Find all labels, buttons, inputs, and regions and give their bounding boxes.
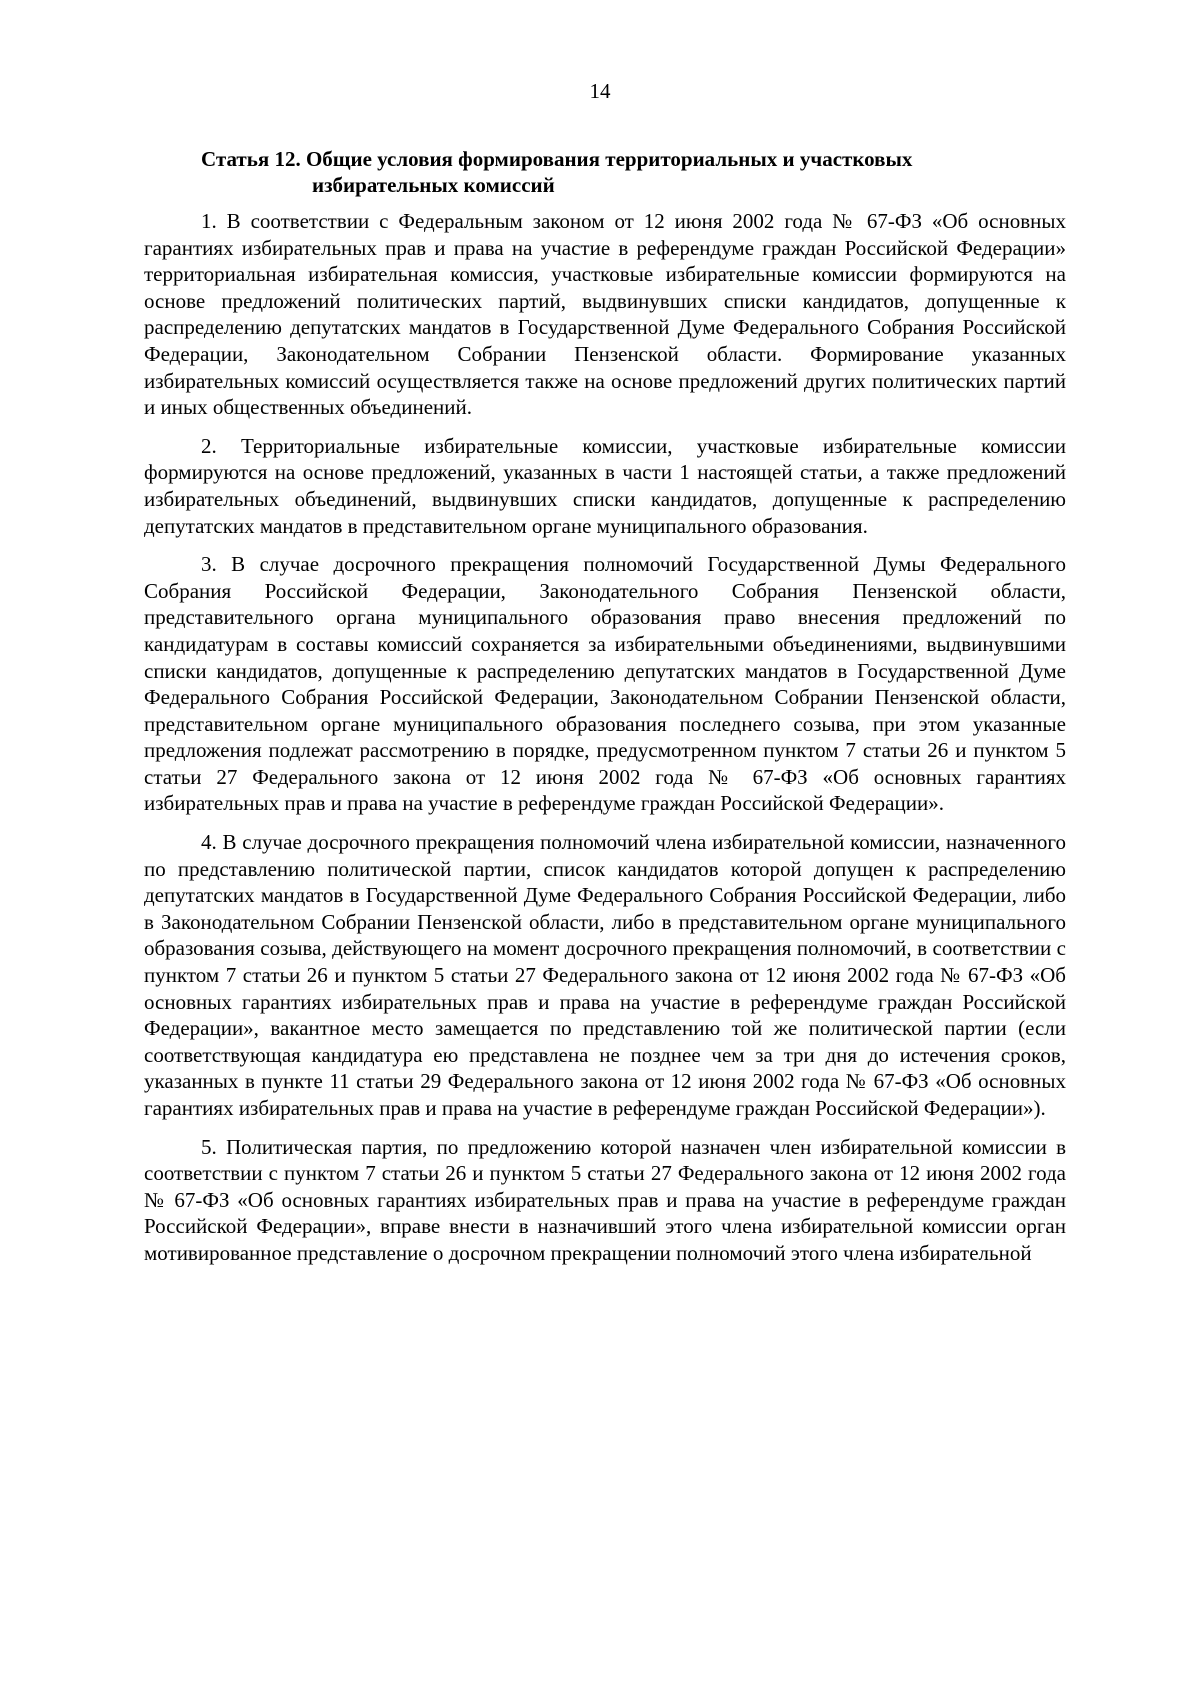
paragraph-2: 2. Территориальные избирательные комиссии, участковые избирательные комиссии формируются на основе предложений, указанных в части 1 настоящей статьи, а также предложений избирательных объединений, выдвинувших списки кандидатов, допущенные к распределению депутатских мандатов в представительном органе муниципального образования. <box>144 433 1066 538</box>
paragraph-4: 4. В случае досрочного прекращения полномочий члена избирательной комиссии, назначенного по представлению политической партии, список кандидатов которой допущен к распределению депутатских мандатов в Государственной Думе Федерального Собрания Российской Федерации, либо в Законодательном Собрании Пензенской области, либо в представительном органе муниципального образования созыва, действующего на момент досрочного прекращения полномочий, в соответствии с пунктом 7 статьи 26 и пунктом 5 статьи 27 Федерального закона от 12 июня 2002 года № 67-ФЗ «Об основных гарантиях избирательных прав и права на участие в референдуме граждан Российской Федерации», вакантное место замещается по представлению той же политической партии (если соответствующая кандидатура ею представлена не позднее чем за три дня до истечения сроков, указанных в пункте 11 статьи 29 Федерального закона от 12 июня 2002 года № 67-ФЗ «Об основных гарантиях избирательных прав и права на участие в референдуме граждан Российской Федерации»). <box>144 830 1066 1120</box>
document-body <box>144 146 1066 1279</box>
paragraph-1: 1. В соответствии с Федеральным законом от 12 июня 2002 года № 67-ФЗ «Об основных гарантиях избирательных прав и права на участие в референдуме граждан Российской Федерации» территориальная избирательная комиссия, участковые избирательные комиссии формируются на основе предложений политических партий, выдвинувших списки кандидатов, допущенные к распределению депутатских мандатов в Государственной Думе Федерального Собрания Российской Федерации, Законодательном Собрании Пензенской области. Формирование указанных избирательных комиссий осуществляется также на основе предложений других политических партий и иных общественных объединений. <box>144 209 1066 420</box>
article-title <box>144 146 1066 198</box>
page-number: 14 <box>589 79 611 103</box>
paragraph-3: 3. В случае досрочного прекращения полномочий Государственной Думы Федерального Собрания Российской Федерации, Законодательного Собрания Пензенской области, представительного органа муниципального образования право внесения предложений по кандидатурам в составы комиссий сохраняется за избирательными объединениями, выдвинувшими списки кандидатов, допущенные к распределению депутатских мандатов в Государственной Думе Федерального Собрания Российской Федерации, Законодательном Собрании Пензенской области, представительном органе муниципального образования последнего созыва, при этом указанные предложения подлежат рассмотрению в порядке, предусмотренном пунктом 7 статьи 26 и пунктом 5 статьи 27 Федерального закона от 12 июня 2002 года № 67-ФЗ «Об основных гарантиях избирательных прав и права на участие в референдуме граждан Российской Федерации». <box>144 552 1066 816</box>
article-title-line-1: Статья 12. Общие условия формирования территориальных и участковых <box>201 147 913 171</box>
article-title-line-2: избирательных комиссий <box>312 173 555 197</box>
paragraph-5: 5. Политическая партия, по предложению которой назначен член избирательной комиссии в соответствии с пунктом 7 статьи 26 и пунктом 5 статьи 27 Федерального закона от 12 июня 2002 года № 67-ФЗ «Об основных гарантиях избирательных прав и права на участие в референдуме граждан Российской Федерации», вправе внести в назначивший этого члена избирательной комиссии орган мотивированное представление о досрочном прекращении полномочий этого члена избирательной <box>144 1134 1066 1265</box>
